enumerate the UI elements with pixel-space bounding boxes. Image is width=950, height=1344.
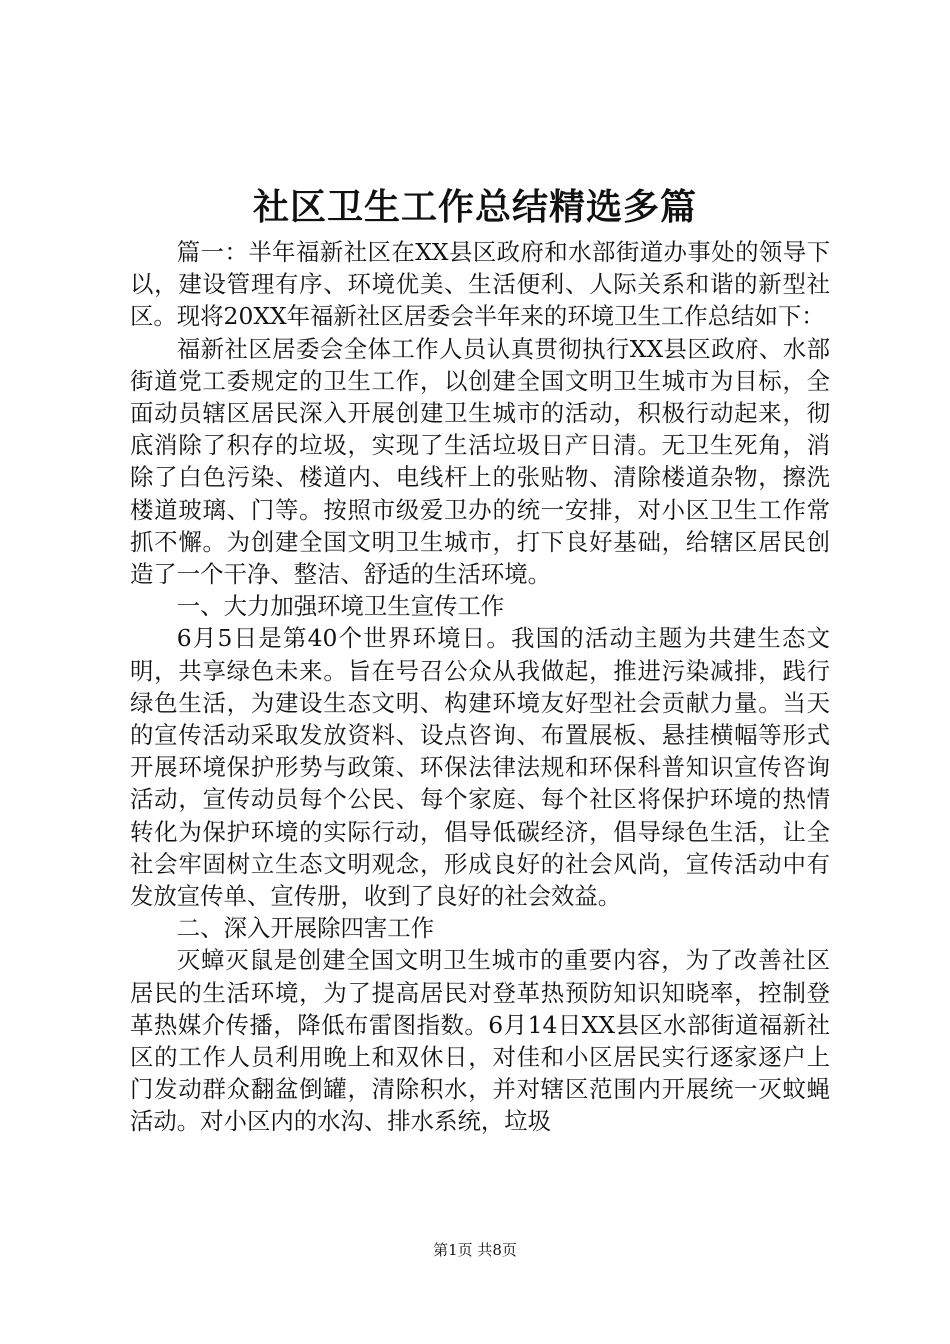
paragraph-section-1: 6月5日是第40个世界环境日。我国的活动主题为共建生态文明，共享绿色未来。旨在号召公众从我做起，推进污染减排，践行绿色生活，为建设生态文明、构建环境友好型社会贡献力量。当天的宣传活动采取发放资料、设点咨询、布置展板、悬挂横幅等形式开展环境保护形势与政策、环保法律法规和环保科普知识宣传咨询活动，宣传动员每个公民、每个家庭、每个社区将保护环境的热情转化为保护环境的实际行动，倡导低碳经济，倡导绿色生活，让全社会牢固树立生态文明观念，形成良好的社会风尚，宣传活动中有发放宣传单、宣传册，收到了良好的社会效益。 xyxy=(130,624,830,911)
document-title: 社区卫生工作总结精选多篇 xyxy=(252,186,697,228)
section-heading-1: 一、大力加强环境卫生宣传工作 xyxy=(176,592,505,621)
section-heading-2: 二、深入开展除四害工作 xyxy=(176,914,435,943)
document-body xyxy=(130,236,830,1138)
paragraph-intro: 篇一：半年福新社区在XX县区政府和水部街道办事处的领导下以，建设管理有序、环境优美、生活便利、人际关系和谐的新型社区。现将20XX年福新社区居委会半年来的环境卫生工作总结如下： xyxy=(130,238,830,331)
paragraph-section-2: 灭蟑灭鼠是创建全国文明卫生城市的重要内容，为了改善社区居民的生活环境，为了提高居民对登革热预防知识知晓率，控制登革热媒介传播，降低布雷图指数。6月14日XX县区水部街道福新社区的工作人员利用晚上和双休日，对佳和小区居民实行逐家逐户上门发动群众翻盆倒罐，清除积水，并对辖区范围内开展统一灭蚊蝇活动。对小区内的水沟、排水系统，垃圾 xyxy=(130,946,830,1136)
paragraph-overview: 福新社区居委会全体工作人员认真贯彻执行XX县区政府、水部街道党工委规定的卫生工作，以创建全国文明卫生城市为目标，全面动员辖区居民深入开展创建卫生城市的活动，积极行动起来，彻底消除了积存的垃圾，实现了生活垃圾日产日清。无卫生死角，消除了白色污染、楼道内、电线杆上的张贴物、清除楼道杂物，擦洗楼道玻璃、门等。按照市级爱卫办的统一安排，对小区卫生工作常抓不懈。为创建全国文明卫生城市，打下良好基础，给辖区居民创造了一个干净、整洁、舒适的生活环境。 xyxy=(130,334,830,589)
page-footer: 第1页 共8页 xyxy=(433,1241,517,1259)
